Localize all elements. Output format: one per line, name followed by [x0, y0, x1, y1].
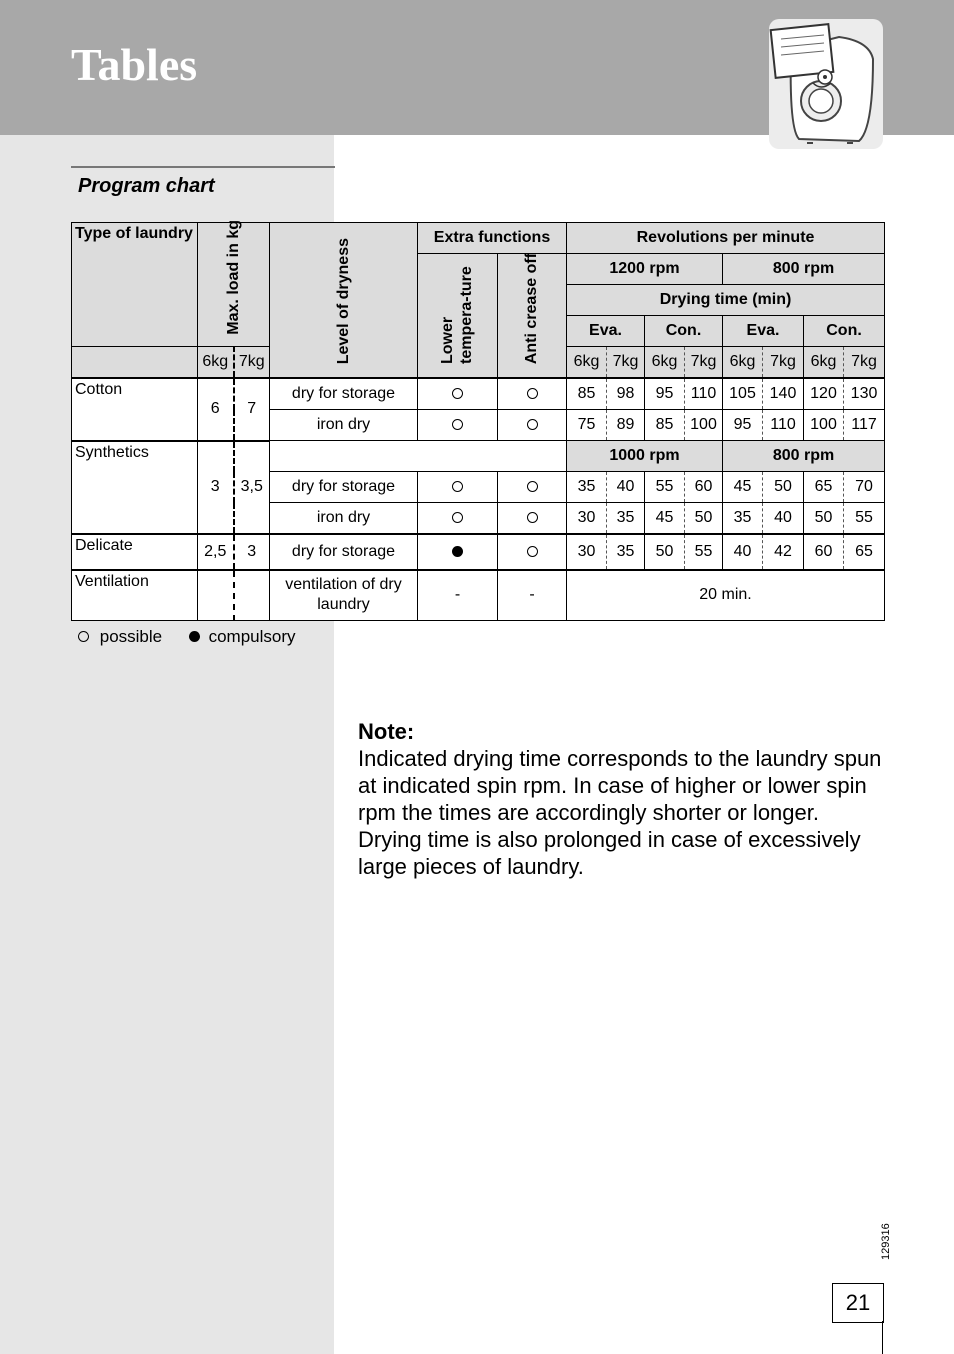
- time-value: 110: [685, 378, 723, 410]
- dryness-level: ventilation of dry laundry: [270, 570, 418, 620]
- header-level-of-dryness: Level of dryness: [334, 237, 352, 364]
- synthetics-800-rpm: 800 rpm: [723, 441, 885, 472]
- table-row: [72, 570, 885, 620]
- time-value: 95: [645, 378, 685, 410]
- time-value: 40: [723, 534, 763, 570]
- time-value: 95: [723, 410, 763, 441]
- dryness-level: dry for storage: [270, 472, 418, 503]
- time-value: 45: [723, 472, 763, 503]
- time-value: 50: [685, 503, 723, 535]
- header-con-2: Con.: [804, 316, 885, 347]
- header-kg: 6kg: [804, 347, 844, 379]
- time-value: 35: [607, 503, 645, 535]
- page-number: 21: [832, 1283, 884, 1323]
- laundry-type: Cotton: [72, 378, 198, 441]
- washing-machine-mascot-icon: [769, 19, 883, 149]
- laundry-type: Synthetics: [72, 441, 198, 535]
- page-number-rule: [882, 1321, 883, 1354]
- possible-circle-icon: [527, 546, 538, 557]
- time-value: 42: [763, 534, 804, 570]
- legend-compulsory: compulsory: [208, 626, 296, 646]
- load-value: 7: [234, 378, 270, 441]
- time-value: 65: [844, 534, 885, 570]
- time-value: 50: [804, 503, 844, 535]
- header-kg: 7kg: [607, 347, 645, 379]
- table-row: [72, 534, 885, 570]
- time-value: 50: [645, 534, 685, 570]
- time-value: 98: [607, 378, 645, 410]
- dryness-level: iron dry: [270, 410, 418, 441]
- time-value: 55: [685, 534, 723, 570]
- time-value: 70: [844, 472, 885, 503]
- table-row: [72, 441, 885, 472]
- note-block: [358, 718, 898, 880]
- time-value: 45: [645, 503, 685, 535]
- load-value: 2,5: [198, 534, 234, 570]
- header-kg: 7kg: [844, 347, 885, 379]
- load-value: 3: [234, 534, 270, 570]
- legend: [78, 626, 296, 647]
- header-kg: 6kg: [723, 347, 763, 379]
- time-value: 120: [804, 378, 844, 410]
- time-value: 30: [567, 534, 607, 570]
- lower-temp-value: -: [418, 570, 498, 620]
- header-kg: 7kg: [763, 347, 804, 379]
- time-value: 140: [763, 378, 804, 410]
- header-type-of-laundry: Type of laundry: [72, 223, 198, 347]
- header-eva-2: Eva.: [723, 316, 804, 347]
- possible-circle-icon: [452, 512, 463, 523]
- time-value: 40: [763, 503, 804, 535]
- time-value: 50: [763, 472, 804, 503]
- time-value: 75: [567, 410, 607, 441]
- compulsory-dot-icon: [452, 546, 463, 557]
- time-value: 110: [763, 410, 804, 441]
- time-value: 35: [567, 472, 607, 503]
- possible-circle-icon: [452, 481, 463, 492]
- header-kg: 7kg: [685, 347, 723, 379]
- load-value: 3: [198, 441, 234, 535]
- header-800-rpm: 800 rpm: [723, 254, 885, 285]
- time-value: 117: [844, 410, 885, 441]
- time-value: 130: [844, 378, 885, 410]
- laundry-type: Delicate: [72, 534, 198, 570]
- time-value: 40: [607, 472, 645, 503]
- possible-circle-icon: [527, 481, 538, 492]
- note-paragraph: Indicated drying time corresponds to the laundry spun at indicated spin rpm. In case of higher or lower spin rpm the times are accordingly shorter or longer.: [358, 746, 882, 825]
- possible-circle-icon: [452, 388, 463, 399]
- time-value: 89: [607, 410, 645, 441]
- legend-possible: possible: [99, 626, 163, 646]
- time-value: 35: [607, 534, 645, 570]
- time-value: 35: [723, 503, 763, 535]
- header-max-load: Max. load in kg: [224, 220, 242, 335]
- load-value: 3,5: [234, 441, 270, 535]
- time-value: 100: [804, 410, 844, 441]
- document-number: 129316: [880, 1223, 892, 1260]
- note-paragraph: Drying time is also prolonged in case of excessively large pieces of laundry.: [358, 827, 861, 879]
- table-row: [72, 378, 885, 410]
- section-rule: [71, 166, 335, 168]
- time-value: 30: [567, 503, 607, 535]
- possible-circle-icon: [527, 388, 538, 399]
- time-value: 60: [685, 472, 723, 503]
- anti-crease-value: -: [498, 570, 567, 620]
- header-load-7kg: 7kg: [234, 347, 270, 379]
- dryness-level: dry for storage: [270, 378, 418, 410]
- header-kg: 6kg: [567, 347, 607, 379]
- ventilation-time: 20 min.: [567, 570, 885, 620]
- header-lower-temperature: Lower tempera-ture: [439, 266, 476, 364]
- dryness-level: iron dry: [270, 503, 418, 535]
- header-con-1: Con.: [645, 316, 723, 347]
- time-value: 85: [645, 410, 685, 441]
- possible-circle-icon: [527, 419, 538, 430]
- header-anti-crease: Anti crease off: [523, 252, 541, 364]
- time-value: 60: [804, 534, 844, 570]
- section-title: Program chart: [78, 175, 215, 197]
- note-title: Note:: [358, 719, 415, 744]
- synthetics-1000-rpm: 1000 rpm: [567, 441, 723, 472]
- time-value: 55: [844, 503, 885, 535]
- dryness-level: dry for storage: [270, 534, 418, 570]
- time-value: 105: [723, 378, 763, 410]
- compulsory-dot-icon: [189, 631, 200, 642]
- possible-circle-icon: [78, 631, 89, 642]
- header-load-6kg: 6kg: [198, 347, 234, 379]
- possible-circle-icon: [527, 512, 538, 523]
- time-value: 55: [645, 472, 685, 503]
- page-title: Tables: [71, 39, 198, 90]
- header-extra-functions: Extra functions: [418, 223, 567, 254]
- header-eva-1: Eva.: [567, 316, 645, 347]
- header-drying-time: Drying time (min): [567, 285, 885, 316]
- time-value: 100: [685, 410, 723, 441]
- header-revolutions: Revolutions per minute: [567, 223, 885, 254]
- header-1200-rpm: 1200 rpm: [567, 254, 723, 285]
- load-value: 6: [198, 378, 234, 441]
- time-value: 65: [804, 472, 844, 503]
- header-kg: 6kg: [645, 347, 685, 379]
- laundry-type: Ventilation: [72, 570, 198, 620]
- program-chart-table: [71, 222, 885, 621]
- possible-circle-icon: [452, 419, 463, 430]
- time-value: 85: [567, 378, 607, 410]
